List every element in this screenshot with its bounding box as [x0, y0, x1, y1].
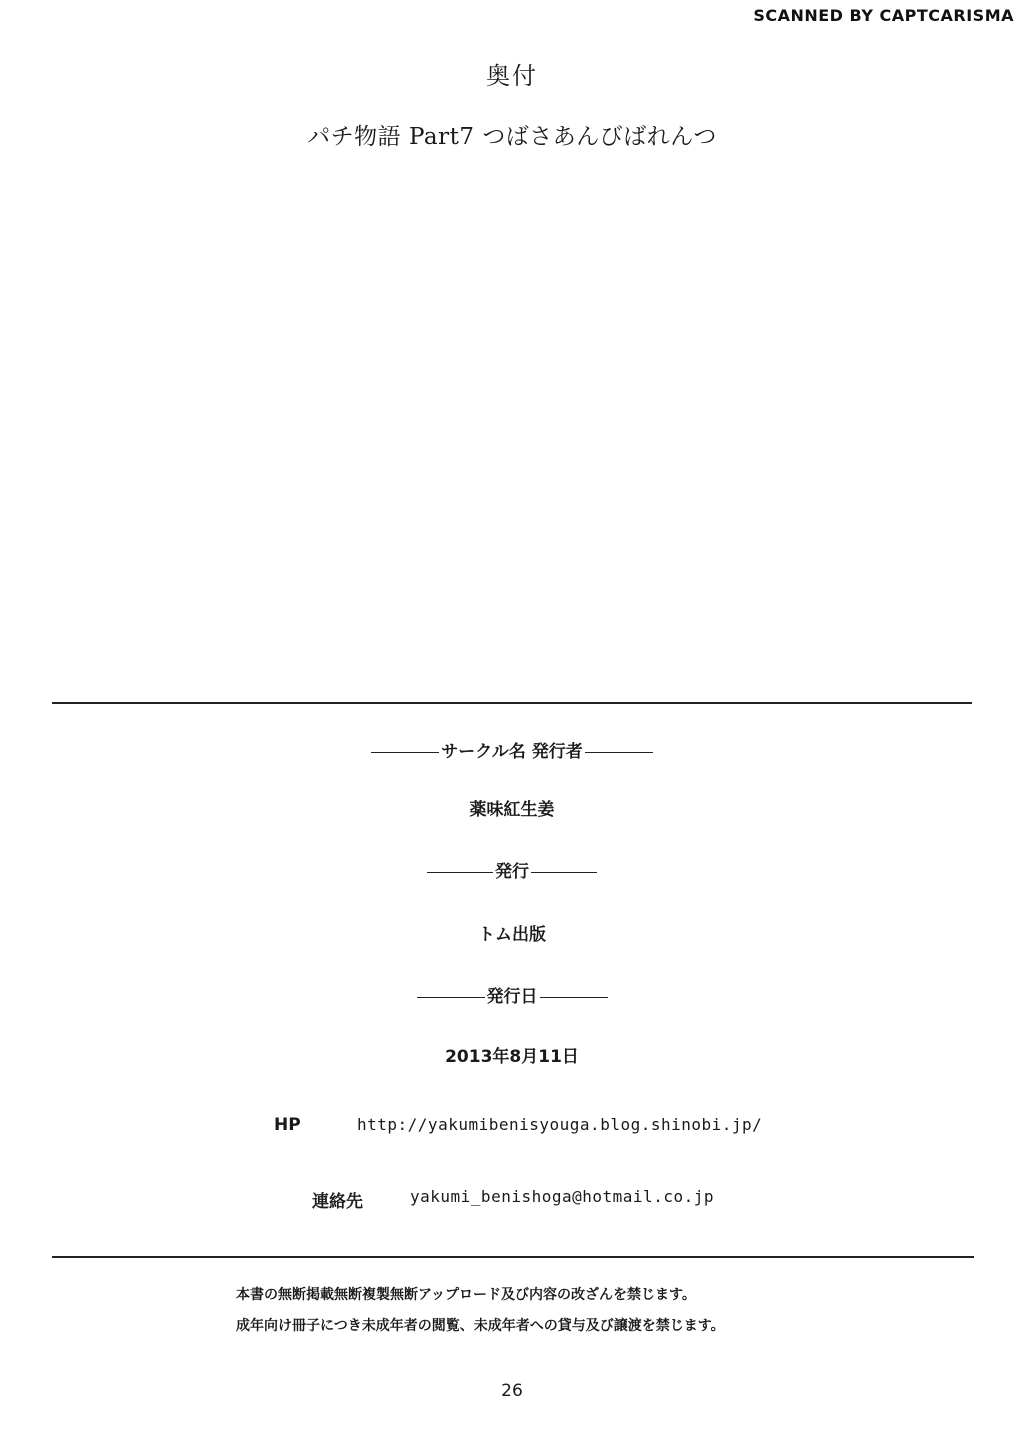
top-divider [52, 702, 972, 704]
publisher-name: トム出版 [478, 925, 546, 945]
book-title: パチ物語 Part7 つばさあんびばれんつ [307, 124, 717, 150]
label-dash-right [540, 997, 608, 998]
circle-label-text: サークル名 発行者 [441, 742, 583, 762]
publisher-label-text: 発行 [495, 862, 529, 882]
label-dash-left [427, 872, 493, 873]
bottom-divider [52, 1256, 974, 1258]
colophon-heading: 奥付 [486, 62, 538, 90]
publish-date: 2013年8月11日 [445, 1047, 579, 1067]
label-dash-left [417, 997, 485, 998]
page-number: 26 [501, 1381, 523, 1401]
copyright-notice: 本書の無断掲載無断複製無断アップロード及び内容の改ざんを禁じます。 [236, 1287, 696, 1303]
circle-section-label [0, 737, 1024, 762]
label-dash-right [585, 752, 653, 753]
label-dash-right [531, 872, 597, 873]
hp-label: HP [274, 1115, 301, 1135]
contact-label: 連絡先 [312, 1192, 363, 1212]
publisher-section-label [0, 857, 1024, 882]
contact-email[interactable]: yakumi_benishoga@hotmail.co.jp [410, 1187, 714, 1206]
scanner-credit: SCANNED BY CAPTCARISMA [753, 6, 1014, 25]
date-section-label [0, 982, 1024, 1007]
age-restriction-notice: 成年向け冊子につき未成年者の閲覧、未成年者への貸与及び譲渡を禁じます。 [236, 1318, 725, 1334]
label-dash-left [371, 752, 439, 753]
hp-url[interactable]: http://yakumibenisyouga.blog.shinobi.jp/ [357, 1115, 763, 1134]
date-label-text: 発行日 [486, 987, 538, 1007]
circle-name: 薬味紅生姜 [469, 800, 555, 820]
